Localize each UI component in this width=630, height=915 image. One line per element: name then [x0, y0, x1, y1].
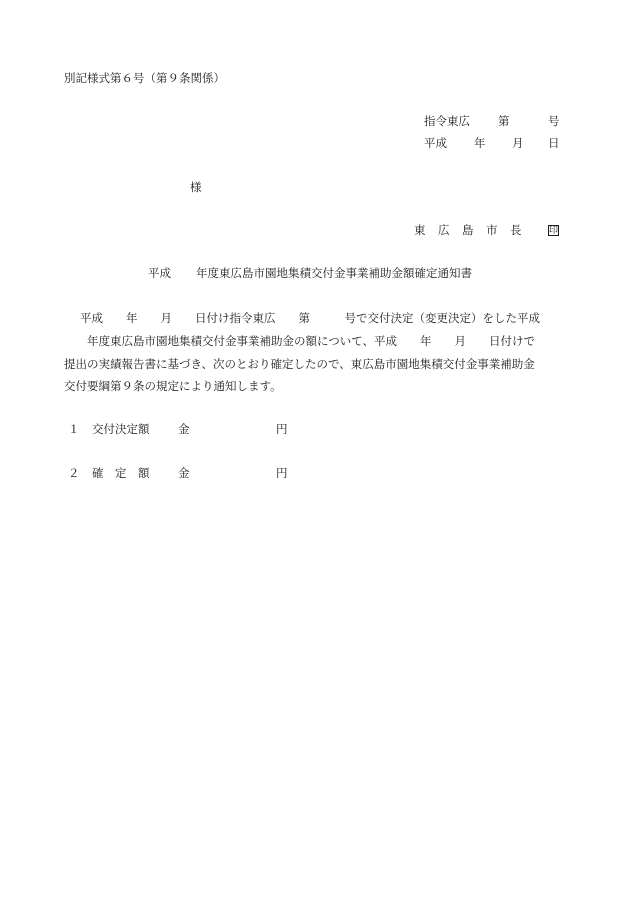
- item-label: 交付決定額: [92, 422, 150, 436]
- issuer-char: 東: [414, 223, 426, 237]
- item-yen: 円: [276, 466, 288, 480]
- body-line-4: 交付要綱第９条の規定により通知します。: [64, 379, 282, 393]
- item-kin: 金: [178, 422, 190, 436]
- body-line-1: 平成 年 月 日付け指令東広 第 号で交付決定（変更決定）をした平成: [80, 311, 540, 325]
- issuer-char: 長: [510, 223, 522, 237]
- date-era: 平成: [424, 136, 447, 150]
- item-row: [0, 468, 630, 482]
- doc-number-go: 号: [548, 114, 560, 128]
- item-row: [0, 424, 630, 438]
- item-number: ２: [68, 466, 80, 480]
- date-month-suffix: 月: [512, 136, 524, 150]
- item-label: 確 定 額: [92, 466, 150, 480]
- issuer-char: 市: [486, 223, 498, 237]
- seal-mark: 印: [549, 226, 559, 236]
- item-yen: 円: [276, 422, 288, 436]
- issuer: [0, 225, 630, 239]
- document-date: [0, 138, 630, 152]
- body-line-2: 年度東広島市園地集積交付金事業補助金の額について、平成 年 月 日付けで: [64, 334, 536, 348]
- title-text: 年度東広島市園地集積交付金事業補助金額確定通知書: [196, 266, 472, 280]
- document-title: [0, 268, 630, 282]
- document-number: [0, 116, 630, 130]
- doc-number-prefix: 指令東広: [424, 114, 470, 128]
- addressee-suffix: 様: [190, 180, 202, 194]
- date-year-suffix: 年: [474, 136, 486, 150]
- doc-number-dai: 第: [498, 114, 510, 128]
- title-era: 平成: [148, 266, 171, 280]
- form-label: 別記様式第６号（第９条関係）: [64, 71, 225, 85]
- item-kin: 金: [178, 466, 190, 480]
- item-number: １: [68, 422, 80, 436]
- date-day-suffix: 日: [548, 136, 560, 150]
- issuer-char: 島: [462, 223, 474, 237]
- body-line-3: 提出の実績報告書に基づき、次のとおり確定したので、東広島市園地集積交付金事業補助金: [64, 357, 535, 371]
- issuer-char: 広: [438, 223, 450, 237]
